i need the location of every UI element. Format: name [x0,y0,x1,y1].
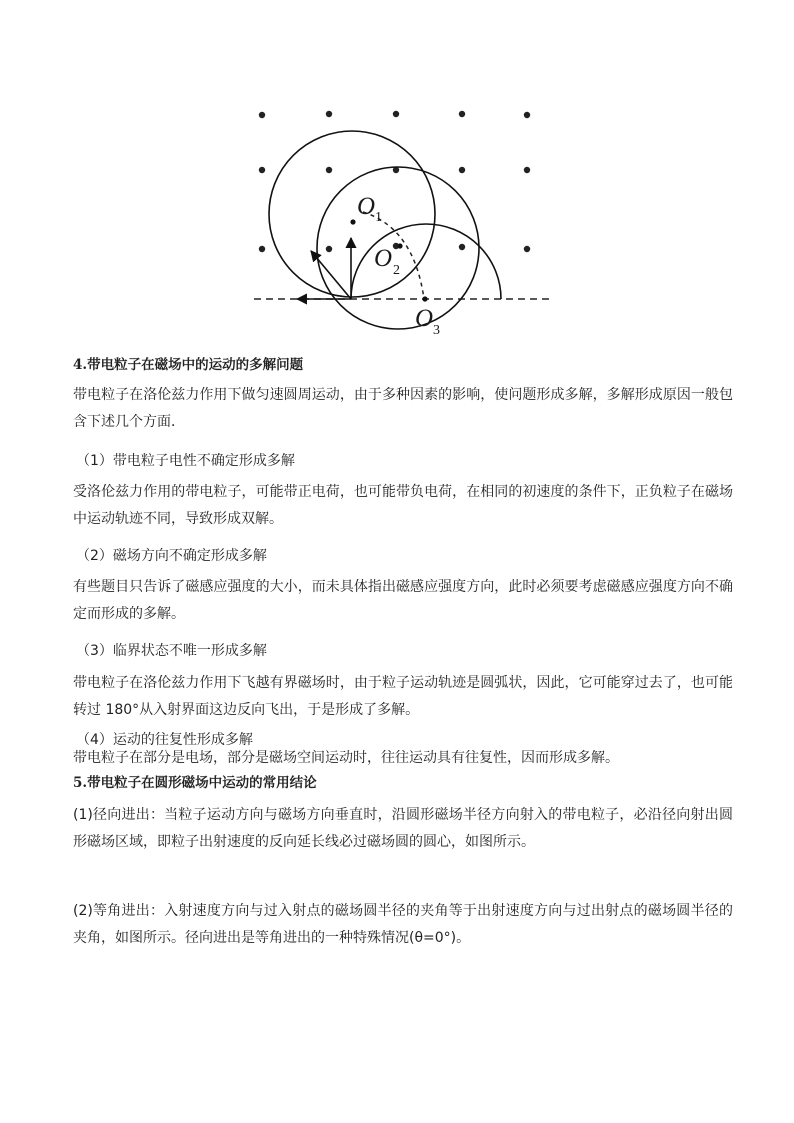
section5-p1: (1)径向进出：当粒子运动方向与磁场方向垂直时，沿圆形磁场半径方向射入的带电粒子，必沿径向射出圆形磁场区域，即粒子出射速度的反向延长线必过磁场圆的圆心，如图所示。 [73,807,733,850]
circle-o1 [269,131,435,297]
section4-intro: 带电粒子在洛伦兹力作用下做匀速圆周运动，由于多种因素的影响，使问题形成多解，多解形成原因一般包含下述几个方面． [73,387,733,430]
item3-body: 带电粒子在洛伦兹力作用下飞越有界磁场时，由于粒子运动轨迹是圆弧状，因此，它可能穿过去了，也可能转过 180°从入射界面这边反向飞出，于是形成了多解。 [73,675,733,718]
label-o3: O [415,305,434,332]
label-o2-sub: 2 [393,263,400,278]
item4-body: 带电粒子在部分是电场，部分是磁场空间运动时，往往运动具有往复性，因而形成多解。 [73,750,619,766]
item1-title: （1）带电粒子电性不确定形成多解 [76,453,295,469]
section5-heading: 5.带电粒子在圆形磁场中运动的常用结论 [73,775,317,791]
section5-p2: (2)等角进出：入射速度方向与过入射点的磁场圆半径的夹角等于出射速度方向与过出射点的磁场圆半径的夹角，如图所示。径向进出是等角进出的一种特殊情况(θ=0°)。 [73,903,733,946]
item3-title: （3）临界状态不唯一形成多解 [76,643,267,659]
label-o1-sub: 1 [375,210,382,225]
label-o2: O [374,245,393,272]
item1-body: 受洛伦兹力作用的带电粒子，可能带正电荷，也可能带负电荷，在相同的初速度的条件下，正负粒子在磁场中运动轨迹不同，导致形成双解。 [73,484,733,527]
item2-title: （2）磁场方向不确定形成多解 [76,548,267,564]
section4-heading: 4.带电粒子在磁场中的运动的多解问题 [73,357,304,373]
item2-body: 有些题目只告诉了磁感应强度的大小，而未具体指出磁感应强度方向，此时必须要考虑磁感应强度方向不确定而形成的多解。 [73,579,733,622]
label-o3-sub: 3 [433,323,440,338]
item4-title: （4）运动的往复性形成多解 [76,732,253,748]
magnetic-field-circles-figure [226,88,556,348]
label-o1: O [357,193,376,220]
velocity-arrows [297,238,351,299]
